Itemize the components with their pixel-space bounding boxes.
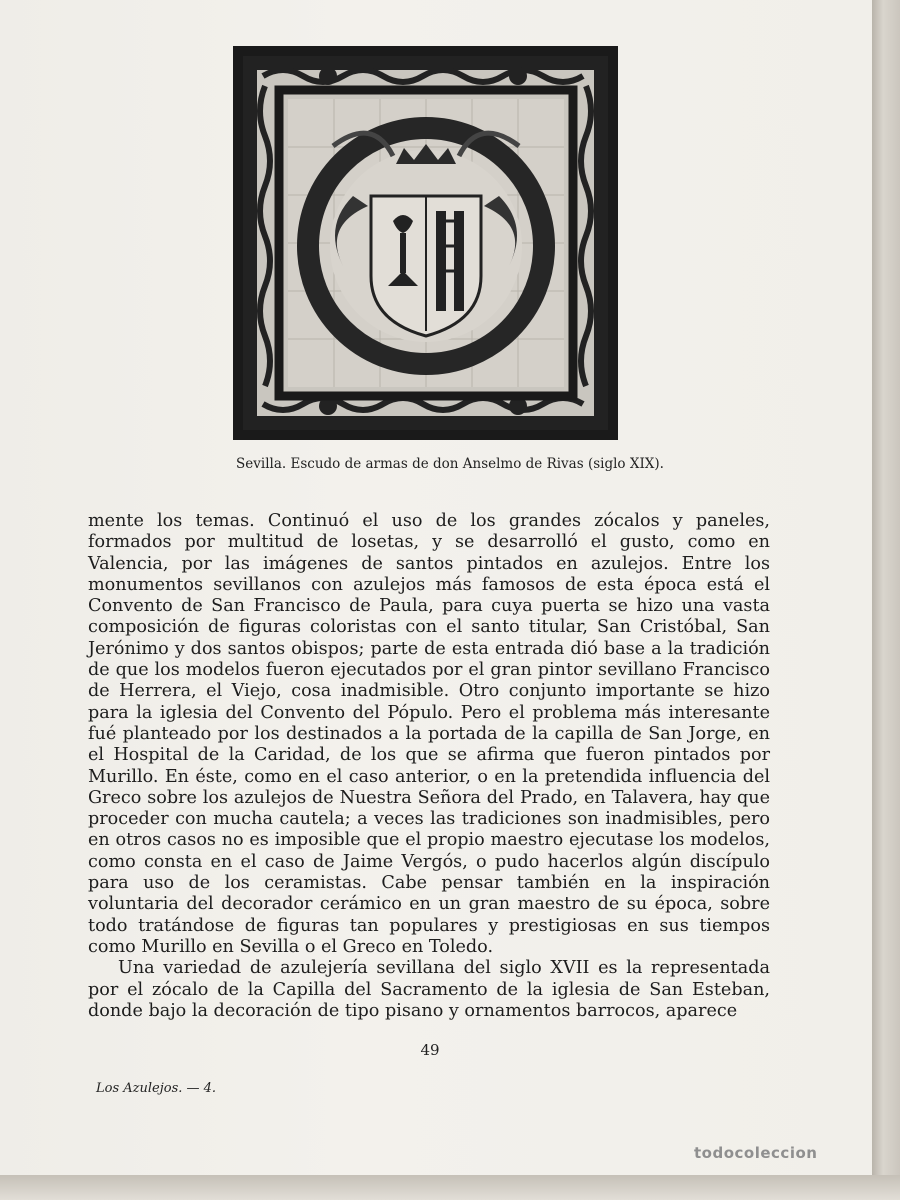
watermark: todocoleccion [694,1144,818,1162]
coat-of-arms-tile-icon [233,46,618,440]
body-text [88,511,770,1022]
page-edge [872,0,900,1200]
page-number: 49 [420,1041,440,1059]
page-edge-bottom [0,1175,900,1200]
paragraph-2: Una variedad de azulejería sevillana del siglo XVII es la representada por el zócalo de la Capilla del Sacramento de la iglesia de San Esteban, donde bajo la decoración de tipo pisano y ornamentos barrocos, aparece [88,958,770,1021]
coat-of-arms-figure [233,46,618,440]
signature-footer: Los Azulejos. — 4. [96,1081,217,1096]
figure-caption: Sevilla. Escudo de armas de don Anselmo de Rivas (siglo XIX). [236,456,664,472]
paragraph-1: mente los temas. Continuó el uso de los grandes zócalos y paneles, formados por multitud de losetas, y se desarrolló el gusto, como en Valencia, por las imágenes de santos pintados en azulejos. Entre los monumentos sevillanos con azulejos más famosos de esta época está el Convento de San Francisco de Paula, para cuya puerta se hizo una vasta composición de figuras coloristas con el santo titular, San Cristóbal, San Jerónimo y dos santos obispos; parte de esta entrada dió base a la tradición de que los modelos fueron ejecutados por el gran pintor sevillano Francisco de Herrera, el Viejo, cosa inadmisible. Otro conjunto importante se hizo para la iglesia del Convento del Pópulo. Pero el problema más interesante fué planteado por los destinados a la portada de la capilla de San Jorge, en el Hospital de la Caridad, de los que se afirma que fueron pintados por Murillo. En éste, como en el caso anterior, o en la pretendida influencia del Greco sobre los azulejos de Nuestra Señora del Prado, en Talavera, hay que proceder con mucha cautela; a veces las tradiciones son inadmisibles, pero en otros casos no es imposible que el propio maestro ejecutase los modelos, como consta en el caso de Jaime Vergós, o pudo hacerlos algún discípulo para uso de los ceramistas. Cabe pensar también en la inspiración voluntaria del decorador cerámico en un gran maestro de su época, sobre todo tratándose de figuras tan populares y prestigiosas en sus tiempos como Murillo en Sevilla o el Greco en Toledo. [88,511,770,957]
